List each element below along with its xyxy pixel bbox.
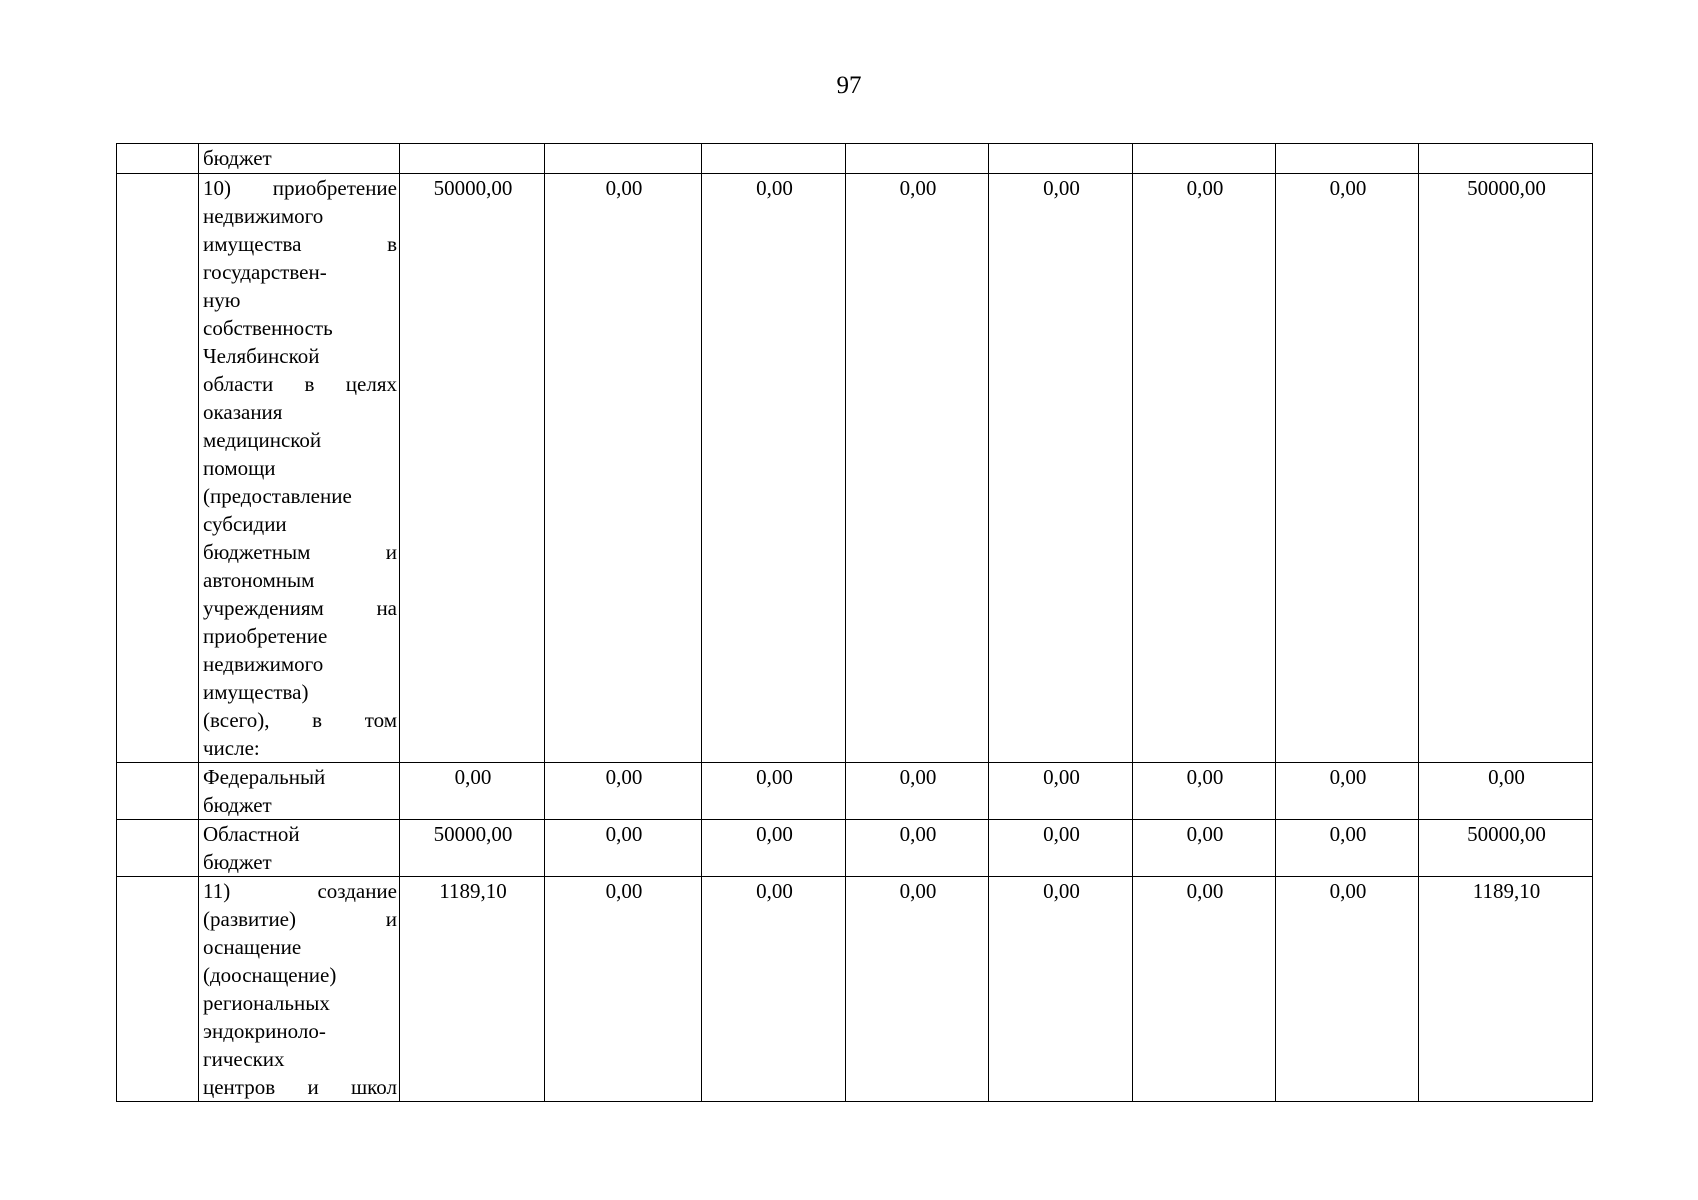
row-label-line: имущества) [203, 680, 309, 704]
value-cell: 0,00 [702, 174, 846, 763]
row-label-line: бюджетным и [203, 540, 397, 564]
value-cell: 0,00 [545, 877, 702, 1102]
row-label-line: собственность [203, 316, 333, 340]
row-label-line: помощи [203, 456, 276, 480]
value-cell: 0,00 [1276, 820, 1419, 877]
row-label-line: Областной [203, 822, 300, 846]
row-label-line: медицинской [203, 428, 322, 452]
value-cell: 0,00 [1276, 877, 1419, 1102]
row-label-line: области в целях [203, 372, 397, 396]
table-row [117, 763, 1593, 820]
row-label-line: недвижимого [203, 652, 324, 676]
row-label-line: приобретение [203, 624, 328, 648]
row-label-line: ную [203, 288, 241, 312]
value-cell: 1189,10 [400, 877, 545, 1102]
value-cell: 0,00 [1276, 763, 1419, 820]
row-label-line: эндокриноло- [203, 1019, 326, 1043]
row-label-line: бюджет [203, 850, 272, 874]
row-label-line: (развитие) и [203, 907, 397, 931]
row-label-line: региональных [203, 991, 330, 1015]
row-label-line: гических [203, 1047, 285, 1071]
row-label-line: оказания [203, 400, 283, 424]
value-cell: 0,00 [846, 820, 989, 877]
value-cell: 0,00 [1276, 174, 1419, 763]
table-row [117, 877, 1593, 1102]
row-index-cell [117, 820, 199, 877]
value-cell: 0,00 [702, 763, 846, 820]
row-label-cell [199, 763, 400, 820]
page-number: 97 [836, 72, 862, 99]
value-cell: 0,00 [989, 763, 1133, 820]
row-label-cell [199, 877, 400, 1102]
value-cell: 0,00 [1133, 820, 1276, 877]
value-cell [702, 144, 846, 174]
row-label-cell [199, 820, 400, 877]
row-index-cell [117, 144, 199, 174]
value-cell: 0,00 [1133, 763, 1276, 820]
row-label-line: центров и школ [203, 1075, 397, 1099]
row-label-line: числе: [203, 736, 260, 760]
value-cell: 0,00 [545, 820, 702, 877]
value-cell: 0,00 [989, 174, 1133, 763]
value-cell: 50000,00 [1419, 820, 1593, 877]
row-label-line: недвижимого [203, 204, 324, 228]
value-cell: 0,00 [846, 877, 989, 1102]
value-cell: 1189,10 [1419, 877, 1593, 1102]
value-cell: 50000,00 [400, 174, 545, 763]
row-index-cell [117, 174, 199, 763]
row-label-line: Федеральный [203, 765, 326, 789]
value-cell [846, 144, 989, 174]
table-row [117, 820, 1593, 877]
row-label-line: автономным [203, 568, 315, 592]
value-cell: 0,00 [1419, 763, 1593, 820]
value-cell [400, 144, 545, 174]
value-cell: 50000,00 [400, 820, 545, 877]
value-cell: 0,00 [1133, 174, 1276, 763]
table-body [117, 144, 1593, 1102]
row-label-cell [199, 144, 400, 174]
row-label-line: субсидии [203, 512, 287, 536]
value-cell [1133, 144, 1276, 174]
row-index-cell [117, 877, 199, 1102]
row-index-cell [117, 763, 199, 820]
row-label-line: 11) создание [203, 879, 397, 903]
row-label-line: (предоставление [203, 484, 352, 508]
value-cell: 50000,00 [1419, 174, 1593, 763]
value-cell: 0,00 [989, 820, 1133, 877]
value-cell [545, 144, 702, 174]
row-label-line: 10) приобретение [203, 176, 397, 200]
row-label-line: бюджет [203, 793, 272, 817]
value-cell: 0,00 [846, 763, 989, 820]
value-cell: 0,00 [846, 174, 989, 763]
value-cell: 0,00 [702, 877, 846, 1102]
row-label-line: (всего), в том [203, 708, 397, 732]
row-label-line: учреждениям на [203, 596, 397, 620]
value-cell: 0,00 [1133, 877, 1276, 1102]
value-cell: 0,00 [702, 820, 846, 877]
row-label-line: имущества в [203, 232, 397, 256]
value-cell: 0,00 [400, 763, 545, 820]
value-cell [1419, 144, 1593, 174]
table-row [117, 144, 1593, 174]
value-cell: 0,00 [545, 763, 702, 820]
row-label-line: Челябинской [203, 344, 320, 368]
row-label-line: оснащение [203, 935, 302, 959]
row-label-line: государствен- [203, 260, 327, 284]
table-row [117, 174, 1593, 763]
value-cell [1276, 144, 1419, 174]
value-cell: 0,00 [989, 877, 1133, 1102]
budget-table [116, 143, 1593, 1102]
value-cell: 0,00 [545, 174, 702, 763]
row-label-line: (дооснащение) [203, 963, 337, 987]
row-label-line: бюджет [203, 146, 272, 170]
value-cell [989, 144, 1133, 174]
row-label-cell [199, 174, 400, 763]
